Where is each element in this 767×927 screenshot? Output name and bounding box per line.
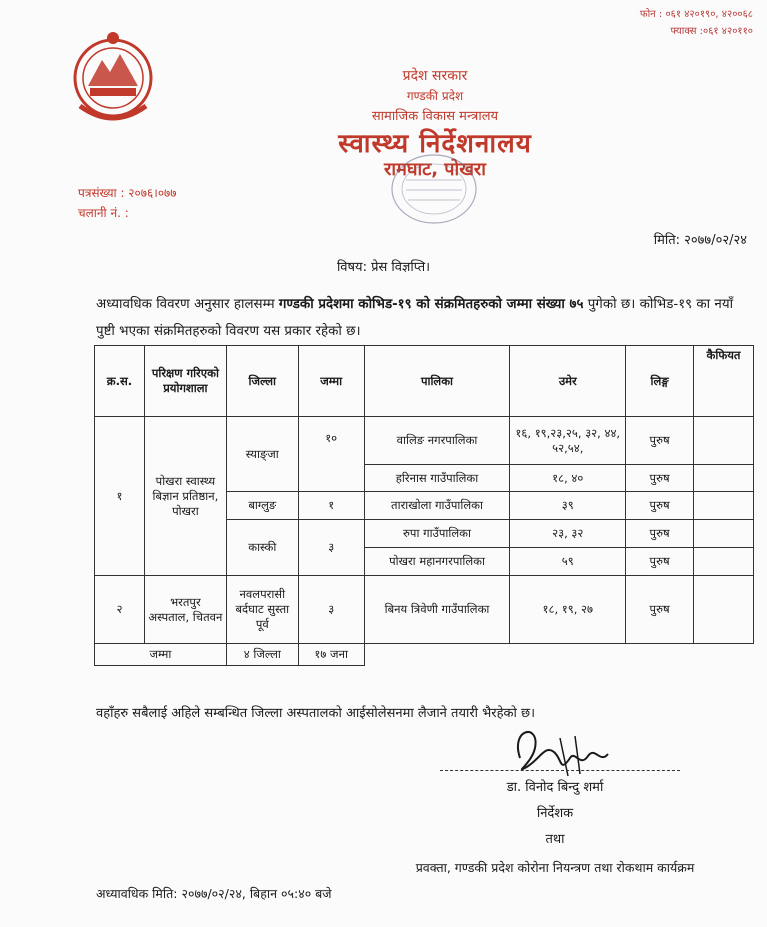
isolation-note: वहाँहरु सबैलाई अहिले सम्बन्धित जिल्ला अस्पतालको आईसोलेसनमा लैजाने तयारी भैरहेको छ। (96, 706, 536, 721)
header-municipality: पालिका (364, 346, 510, 417)
letterhead-line-1: प्रदेश सरकार (402, 68, 468, 84)
cell-gender: पुरुष (626, 417, 694, 465)
intro-paragraph (96, 291, 756, 345)
cell-age: १८, १९, २७ (510, 576, 626, 644)
cell-total: १० (298, 417, 364, 492)
letterhead-line-3: सामाजिक विकास मन्त्रालय (371, 109, 499, 124)
cell-municipality: रुपा गाउँपालिका (364, 520, 510, 548)
cell-age: १६, १९,२३,२५, ३२, ४४, ५२,५४, (510, 417, 626, 465)
cell-gender: पुरुष (626, 520, 694, 548)
cell-remarks (694, 465, 754, 492)
cell-age: ३९ (510, 492, 626, 520)
contact-info (640, 6, 753, 40)
dispatch-number: चलानी नं. : (78, 206, 129, 220)
office-stamp (388, 150, 480, 228)
cell-total-districts: ४ जिल्ला (226, 644, 298, 666)
letterhead-address: रामघाट, पोखरा (384, 159, 486, 180)
cell-total: १ (298, 492, 364, 520)
cell-municipality: वालिङ नगरपालिका (364, 417, 510, 465)
cell-remarks (694, 520, 754, 548)
fax-number: फ्याक्स :०६१ ४२०११० (670, 26, 753, 37)
signer-title: निर्देशक (536, 806, 574, 821)
cell-lab: पोखरा स्वास्थ्य बिज्ञान प्रतिष्ठान, पोखरा (144, 417, 226, 576)
phone-number: फोन : ०६१ ४२०१९०, ४२००६८ (639, 9, 753, 20)
cell-lab: भरतपुर अस्पताल, चितवन (144, 576, 226, 644)
cell-municipality: बिनय त्रिवेणी गाउँपालिका (364, 576, 510, 644)
header-district: जिल्ला (226, 346, 298, 417)
cell-empty (364, 644, 753, 666)
cell-gender: पुरुष (626, 492, 694, 520)
cell-total-people: १७ जना (298, 644, 364, 666)
table-header-row (95, 346, 754, 417)
cell-gender: पुरुष (626, 548, 694, 576)
cell-district: कास्की (226, 520, 298, 576)
cell-total: ३ (298, 520, 364, 576)
cell-age: २३, ३२ (510, 520, 626, 548)
letter-number: पत्रसंख्या : २०७६।०७७ (78, 186, 177, 200)
cell-remarks (694, 548, 754, 576)
letterhead-office-name: स्वास्थ्य निर्देशनालय (338, 129, 532, 159)
intro-text: अध्यावधिक विवरण अनुसार हालसम्म (96, 297, 279, 312)
subject-line: विषय: प्रेस विज्ञप्ति। (336, 260, 431, 275)
government-emblem-logo (70, 26, 156, 132)
cell-district: बाग्लुङ (226, 492, 298, 520)
letterhead-line-2: गण्डकी प्रदेश (406, 89, 464, 103)
cell-remarks (694, 417, 754, 465)
header-gender: लिङ्ग (626, 346, 694, 417)
cell-district: स्याङ्जा (226, 417, 298, 492)
updated-timestamp: अध्यावधिक मिति: २०७७/०२/२४, बिहान ०५:४० बजे (96, 886, 332, 901)
cell-municipality: ताराखोला गाउँपालिका (364, 492, 510, 520)
reference-block (78, 183, 177, 223)
intro-bold-text: गण्डकी प्रदेशमा कोभिड-१९ को संक्रमितहरुको जम्मा संख्या ७५ (278, 297, 584, 312)
table-row (95, 417, 754, 465)
cell-remarks (694, 492, 754, 520)
signer-and: तथा (545, 832, 565, 847)
cell-age: ५९ (510, 548, 626, 576)
cell-remarks (694, 576, 754, 644)
cell-sn: २ (95, 576, 145, 644)
signer-role: प्रवक्ता, गण्डकी प्रदेश कोरोना नियन्त्रण तथा रोकथाम कार्यक्रम (415, 860, 695, 875)
cell-gender: पुरुष (626, 465, 694, 492)
header-sn: क्र.स. (95, 346, 145, 417)
header-age: उमेर (510, 346, 626, 417)
cell-sn: १ (95, 417, 145, 576)
header-total: जम्मा (298, 346, 364, 417)
cell-municipality: पोखरा महानगरपालिका (364, 548, 510, 576)
cell-total: ३ (298, 576, 364, 644)
table-row (95, 576, 754, 644)
header-remarks: कैफियत (694, 346, 754, 417)
cell-age: १८, ४० (510, 465, 626, 492)
header-lab: परिक्षण गरिएको प्रयोगशाला (144, 346, 226, 417)
letter-date: मिति: २०७७/०२/२४ (653, 233, 747, 248)
cell-municipality: हरिनास गाउँपालिका (364, 465, 510, 492)
cell-district: नवलपरासी बर्दघाट सुस्ता पूर्व (226, 576, 298, 644)
signer-name: डा. विनोद बिन्दु शर्मा (506, 780, 604, 795)
intro-rest-text: पुगेको छ। कोभिड-१९ का नयाँ पुष्टी भएका संक्रमितहरुको विवरण यस प्रकार रहेको छ। (96, 297, 734, 339)
cell-total-label: जम्मा (95, 644, 227, 666)
cell-gender: पुरुष (626, 576, 694, 644)
table-total-row (95, 644, 754, 666)
signature-line (440, 770, 680, 771)
cases-table (94, 345, 754, 666)
